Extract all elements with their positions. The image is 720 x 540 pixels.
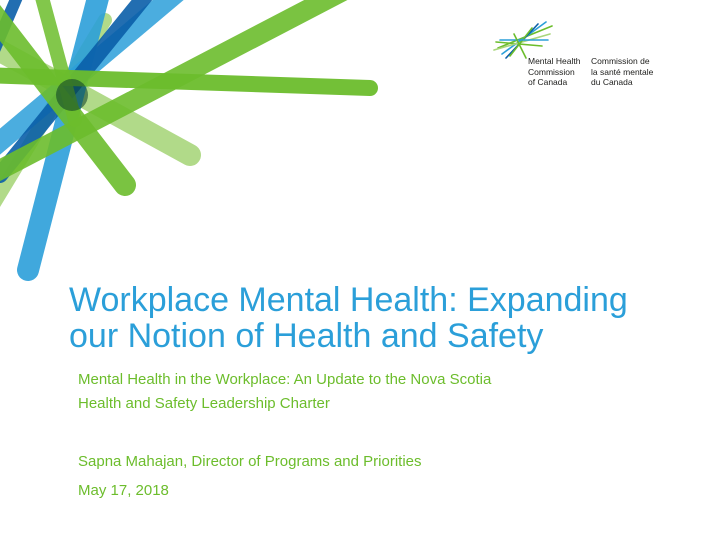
logo-fr-line: la santé mentale xyxy=(591,66,654,77)
logo-en-line: Mental Health xyxy=(528,56,581,66)
slide-title xyxy=(69,282,709,354)
logo-fr-line: Commission de xyxy=(591,56,650,66)
mhcc-logo xyxy=(492,20,692,90)
logo-fr-line: du Canada xyxy=(591,77,633,87)
presenter-name: Sapna Mahajan, Director of Programs and Priorities xyxy=(78,453,422,470)
logo-en-line: Commission xyxy=(528,66,575,77)
presentation-date: May 17, 2018 xyxy=(78,482,169,499)
slide-title-line: our Notion of Health and Safety xyxy=(69,317,544,355)
logo-en-line: of Canada xyxy=(528,77,568,87)
slide-subtitle-line: Mental Health in the Workplace: An Update to the Nova Scotia xyxy=(78,371,492,388)
logo-name-english xyxy=(528,56,580,88)
slide-title-line: Workplace Mental Health: Expanding xyxy=(69,281,628,319)
logo-name-french xyxy=(591,56,653,88)
slide-subtitle-line: Health and Safety Leadership Charter xyxy=(78,395,330,412)
slide-subtitle xyxy=(78,368,698,416)
